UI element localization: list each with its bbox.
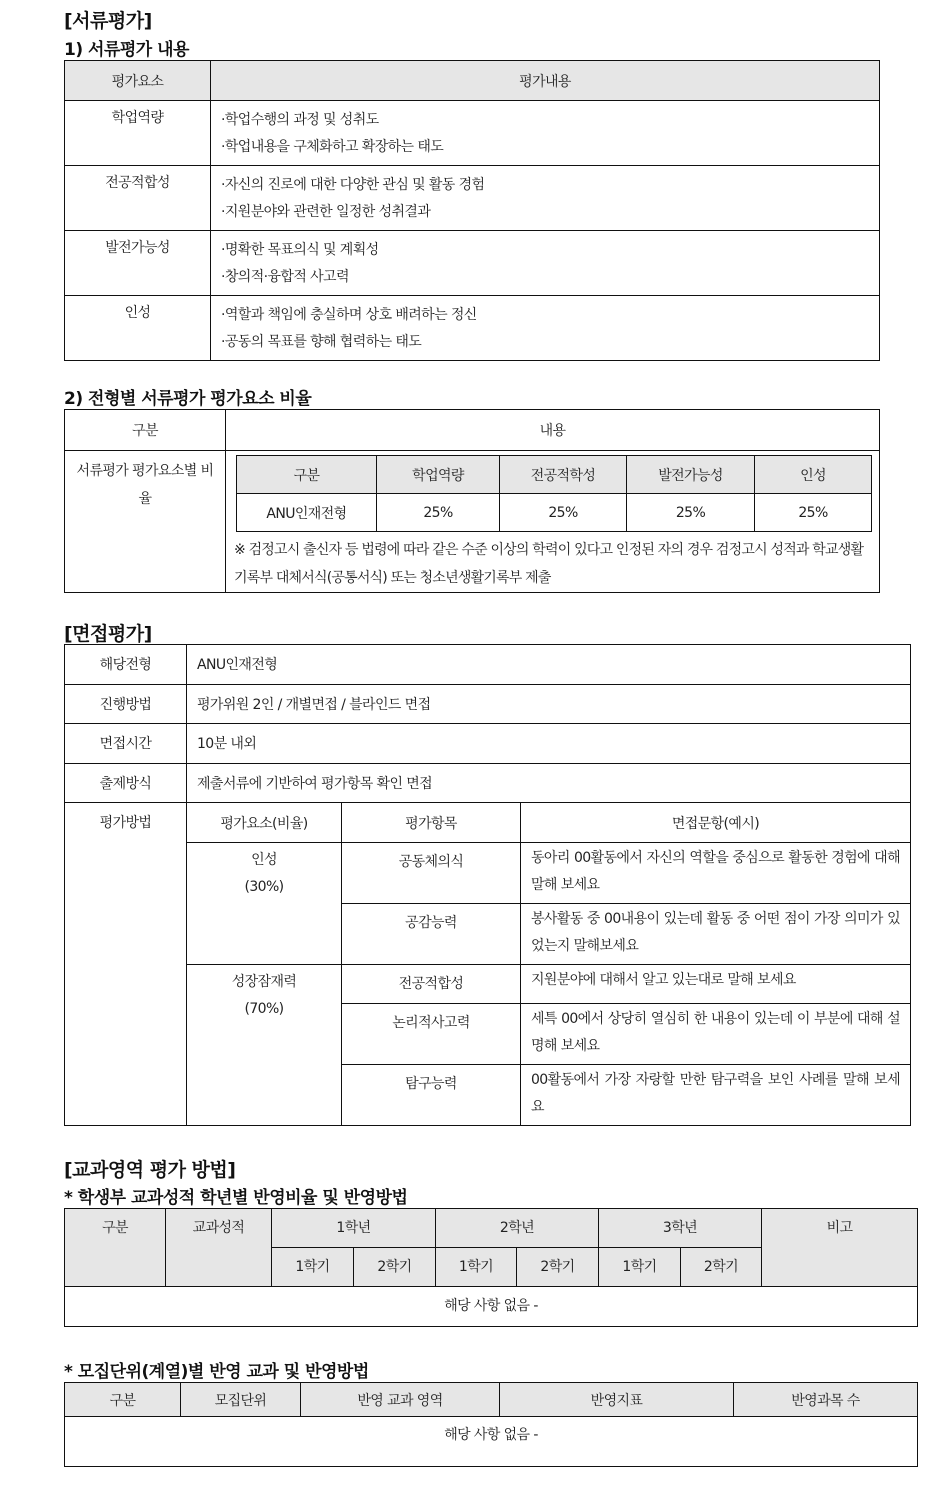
interview-value: 10분 내외: [187, 724, 911, 764]
header-content: 평가내용: [211, 61, 880, 101]
method-header-item: 평가항목: [342, 803, 521, 843]
subsection-title-grade-ratio: * 학생부 교과성적 학년별 반영비율 및 반영방법: [64, 1188, 408, 1208]
inner-cell-admission-type: ANU인재전형: [237, 494, 377, 532]
content-item: ·공동의 목표를 향해 협력하는 태도: [221, 334, 422, 350]
content-item: ·학업수행의 과정 및 성취도: [221, 112, 379, 128]
group-element: 성장잠재력: [231, 974, 297, 990]
content-item: ·학업내용을 구체화하고 확장하는 태도: [221, 139, 444, 155]
table-row: [65, 724, 911, 764]
element-label: 인성: [65, 296, 211, 361]
header-category: 구분: [65, 1383, 181, 1417]
interview-label: 출제방식: [65, 763, 187, 803]
section-title-subjects: [교과영역 평가 방법]: [64, 1159, 236, 1181]
content-item: ·지원분야와 관련한 일정한 성취결과: [221, 204, 431, 220]
element-label: 발전가능성: [65, 231, 211, 296]
header-year-3: 3학년: [599, 1209, 762, 1248]
table-row: [65, 101, 880, 166]
header-element: 평가요소: [65, 61, 211, 101]
empty-message: 해당 사항 없음 -: [65, 1287, 918, 1327]
inner-header: 구분: [237, 456, 377, 494]
method-label: 평가방법: [65, 803, 187, 1126]
header-semester: 2학기: [517, 1248, 599, 1287]
eval-item: 공동체의식: [342, 843, 521, 904]
header-year-1: 1학년: [272, 1209, 436, 1248]
header-year-2: 2학년: [436, 1209, 599, 1248]
eval-question: 봉사활동 중 00내용이 있는데 활동 중 어떤 점이 가장 의미가 있었는지 말해보세요: [521, 904, 911, 965]
subsection-title-ratio: 2) 전형별 서류평가 평가요소 비율: [64, 389, 312, 409]
header-grades: 교과성적: [166, 1209, 272, 1287]
interview-table: [64, 644, 911, 1126]
ratio-table: [64, 409, 880, 593]
header-semester: 2학기: [681, 1248, 762, 1287]
section-title-document-review: [서류평가]: [64, 10, 152, 32]
table-row: [65, 231, 880, 296]
eval-item: 논리적사고력: [342, 1004, 521, 1065]
eval-question: 지원분야에 대해서 알고 있는대로 말해 보세요: [521, 965, 911, 1004]
content-item: ·명확한 목표의식 및 계획성: [221, 242, 379, 258]
table-row: [65, 684, 911, 724]
header-subject-count: 반영과목 수: [734, 1383, 918, 1417]
ratio-row-label: 서류평가 평가요소별 비율: [65, 451, 226, 593]
inner-header: 발전가능성: [627, 456, 755, 494]
table-row: [65, 166, 880, 231]
inner-cell-percent: 25%: [755, 494, 872, 532]
empty-message: 해당 사항 없음 -: [65, 1417, 918, 1467]
eval-item: 공감능력: [342, 904, 521, 965]
header-category: 구분: [65, 1209, 166, 1287]
eval-item: 탐구능력: [342, 1065, 521, 1126]
header-semester: 1학기: [599, 1248, 681, 1287]
header-content: 내용: [226, 410, 880, 451]
group-ratio: (30%): [244, 879, 284, 895]
interview-label: 해당전형: [65, 645, 187, 685]
content-item: ·창의적·융합적 사고력: [221, 269, 349, 285]
header-semester: 1학기: [272, 1248, 354, 1287]
subsection-title-unit-subjects: * 모집단위(계열)별 반영 교과 및 반영방법: [64, 1362, 369, 1382]
eval-item: 전공적합성: [342, 965, 521, 1004]
header-category: 구분: [65, 410, 226, 451]
grade-ratio-table: [64, 1208, 918, 1327]
header-subject-area: 반영 교과 영역: [301, 1383, 500, 1417]
eval-question: 00활동에서 가장 자랑할 만한 탐구력을 보인 사례를 말해 보세요: [521, 1065, 911, 1126]
element-label: 학업역량: [65, 101, 211, 166]
element-label: 전공적합성: [65, 166, 211, 231]
section-title-interview: [면접평가]: [64, 623, 152, 645]
interview-value: 제출서류에 기반하여 평가항목 확인 면접: [187, 763, 911, 803]
interview-value: 평가위원 2인 / 개별면접 / 블라인드 면접: [187, 684, 911, 724]
table-row: [65, 645, 911, 685]
method-header-question: 면접문항(예시): [521, 803, 911, 843]
header-unit: 모집단위: [181, 1383, 301, 1417]
eval-question: 세특 00에서 상당히 열심히 한 내용이 있는데 이 부분에 대해 설명해 보세요: [521, 1004, 911, 1065]
inner-header: 학업역량: [377, 456, 500, 494]
inner-header: 전공적학성: [500, 456, 627, 494]
header-indicator: 반영지표: [500, 1383, 734, 1417]
interview-label: 진행방법: [65, 684, 187, 724]
content-item: ·역할과 책임에 충실하며 상호 배려하는 정신: [221, 307, 477, 323]
group-ratio: (70%): [244, 1001, 284, 1017]
ratio-inner-table: [236, 455, 872, 532]
review-content-table: [64, 60, 880, 361]
table-row: [65, 763, 911, 803]
inner-cell-percent: 25%: [500, 494, 627, 532]
eval-question: 동아리 00활동에서 자신의 역할을 중심으로 활동한 경험에 대해 말해 보세요: [521, 843, 911, 904]
table-row: [65, 296, 880, 361]
unit-subjects-table: [64, 1382, 918, 1467]
header-semester: 2학기: [354, 1248, 436, 1287]
content-item: ·자신의 진로에 대한 다양한 관심 및 활동 경험: [221, 177, 485, 193]
header-semester: 1학기: [436, 1248, 517, 1287]
ged-note: ※ 검정고시 출신자 등 법령에 따라 같은 수준 이상의 학력이 있다고 인정된 자의 경우 검정고시 성적과 학교생활기록부 대체서식(공통서식) 또는 청소년생활기록부 제출: [234, 542, 864, 586]
interview-label: 면접시간: [65, 724, 187, 764]
inner-cell-percent: 25%: [377, 494, 500, 532]
interview-value: ANU인재전형: [187, 645, 911, 685]
method-header-element: 평가요소(비율): [187, 803, 342, 843]
header-note: 비고: [762, 1209, 918, 1287]
group-element: 인성: [251, 852, 277, 868]
inner-cell-percent: 25%: [627, 494, 755, 532]
subsection-title-review-content: 1) 서류평가 내용: [64, 40, 189, 60]
inner-header: 인성: [755, 456, 872, 494]
